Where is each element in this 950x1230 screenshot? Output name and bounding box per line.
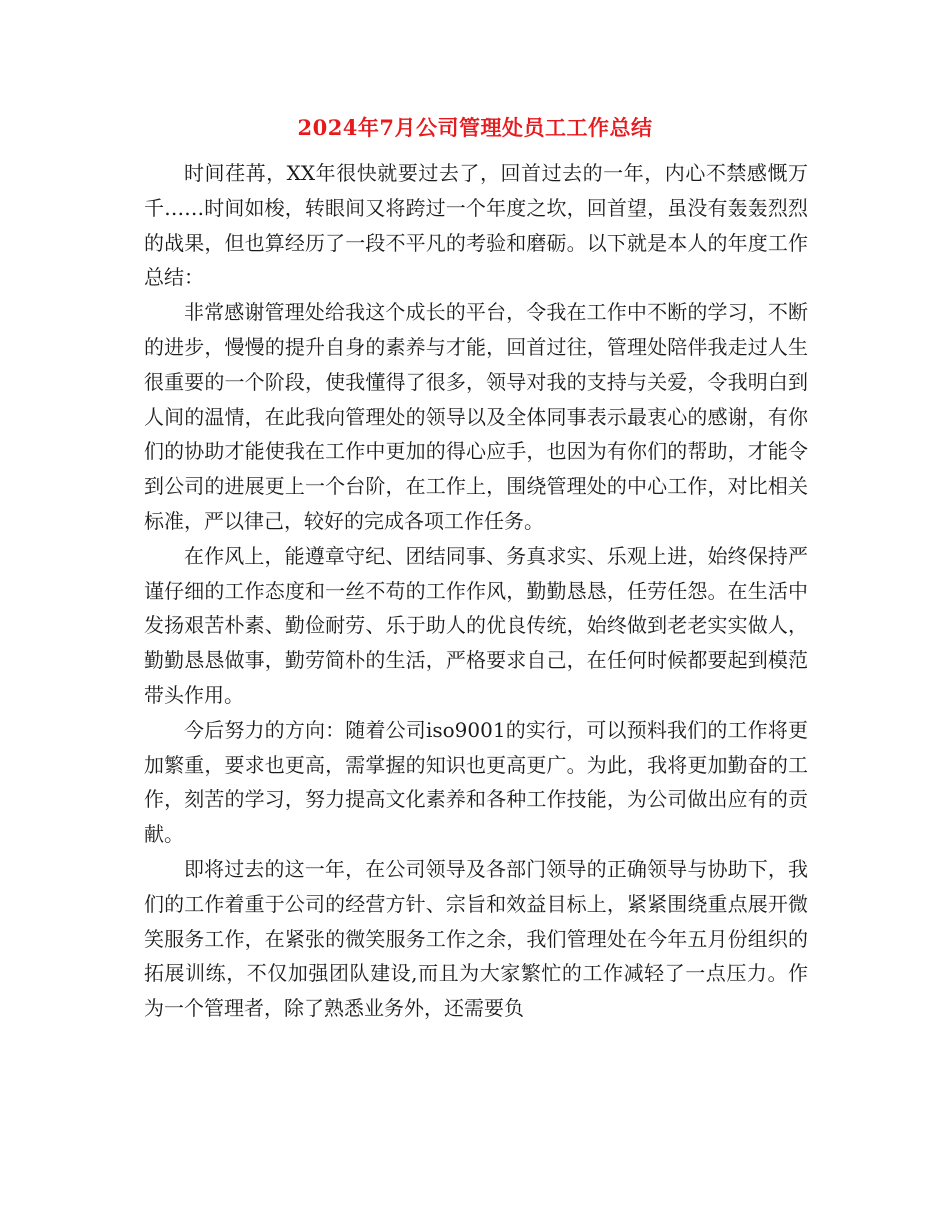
paragraph-gratitude: 非常感谢管理处给我这个成长的平台，令我在工作中不断的学习，不断的进步，慢慢的提升自身的素养与才能，回首过往，管理处陪伴我走过人生很重要的一个阶段，使我懂得了很多，领导对我的支持与关爱，令我明白到人间的温情，在此我向管理处的领导以及全体同事表示最衷心的感谢，有你们的协助才能使我在工作中更加的得心应手，也因为有你们的帮助，才能令到公司的进展更上一个台阶，在工作上，围绕管理处的中心工作，对比相关标准，严以律己，较好的完成各项工作任务。	[144, 300, 808, 533]
paragraph-year-review: 即将过去的这一年，在公司领导及各部门领导的正确领导与协助下，我们的工作着重于公司的经营方针、宗旨和效益目标上，紧紧围绕重点展开微笑服务工作，在紧张的微笑服务工作之余，我们管理处在今年五月份组织的拓展训练，不仅加强团队建设,而且为大家繁忙的工作减轻了一点压力。作为一个管理者，除了熟悉业务外，还需要负	[144, 856, 808, 1021]
paragraph-future-direction: 今后努力的方向：随着公司iso9001的实行，可以预料我们的工作将更加繁重，要求也更高，需掌握的知识也更高更广。为此，我将更加勤奋的工作，刻苦的学习，努力提高文化素养和各种工作技能，为公司做出应有的贡献。	[144, 717, 808, 847]
document-body	[144, 156, 808, 1026]
document-title: 2024年7月公司管理处员工工作总结	[297, 115, 653, 140]
paragraph-work-style: 在作风上，能遵章守纪、团结同事、务真求实、乐观上进，始终保持严谨仔细的工作态度和一丝不苟的工作作风，勤勤恳恳，任劳任怨。在生活中发扬艰苦朴素、勤俭耐劳、乐于助人的优良传统，始终做到老老实实做人，勤勤恳恳做事，勤劳简朴的生活，严格要求自己，在任何时候都要起到模范带头作用。	[144, 543, 808, 707]
paragraph-intro: 时间荏苒，XX年很快就要过去了，回首过去的一年，内心不禁感慨万千……时间如梭，转眼间又将跨过一个年度之坎，回首望，虽没有轰轰烈烈的战果，但也算经历了一段不平凡的考验和磨砺。以下就是本人的年度工作总结：	[144, 161, 808, 290]
